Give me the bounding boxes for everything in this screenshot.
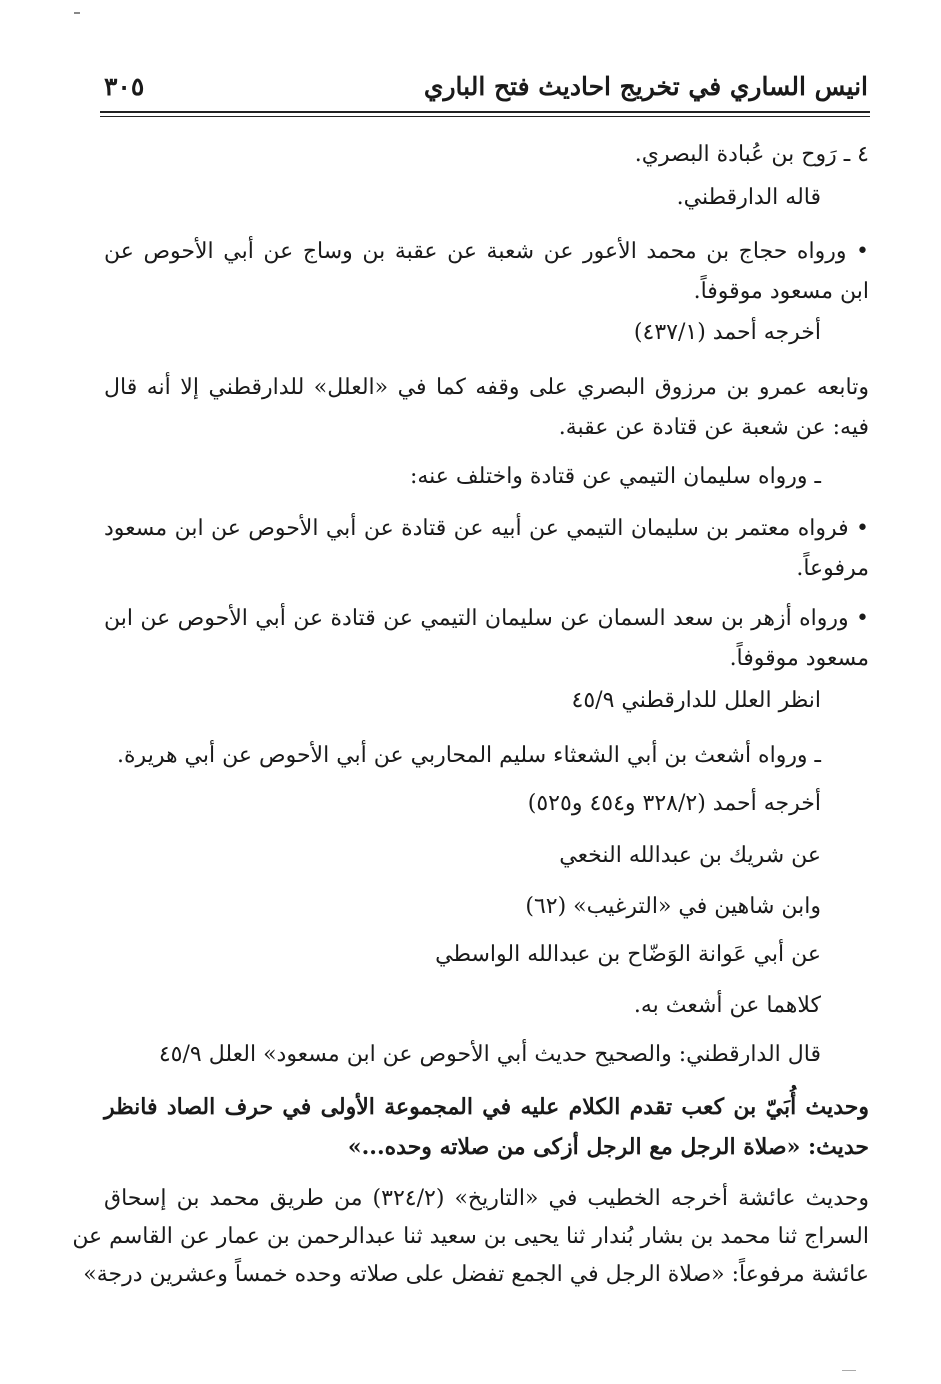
header-rule-thin bbox=[100, 116, 870, 117]
text-line: قال الدارقطني: والصحيح حديث أبي الأحوص عن ابن مسعود» العلل ٤٥/٩ bbox=[158, 1042, 821, 1067]
text-line: قاله الدارقطني. bbox=[676, 185, 821, 210]
page-number: ٣٠٥ bbox=[104, 72, 145, 101]
scan-mark bbox=[842, 1370, 856, 1371]
text-line: ـ ورواه سليمان التيمي عن قتادة واختلف عنه: bbox=[409, 464, 821, 489]
text-line: أخرجه أحمد (٣٢٨/٢ و٤٥٤ و٥٢٥) bbox=[527, 791, 821, 816]
header-rule-thick bbox=[100, 111, 870, 113]
text-line: وابن شاهين في «الترغيب» (٦٢) bbox=[525, 894, 821, 919]
text-line: انظر العلل للدارقطني ٤٥/٩ bbox=[571, 688, 821, 713]
text-line: كلاهما عن أشعث به. bbox=[633, 993, 821, 1018]
text-line-bold: وحديث أُبَيّ بن كعب تقدم الكلام عليه في المجموعة الأولى في حرف الصاد فانظر bbox=[104, 1094, 869, 1120]
text-line: مرفوعاً. bbox=[796, 556, 869, 581]
page-header bbox=[100, 72, 868, 112]
text-line: عائشة مرفوعاً: «صلاة الرجل في الجمع تفضل على صلاته وحده خمساً وعشرين درجة» bbox=[83, 1262, 869, 1287]
text-line: ابن مسعود موقوفاً. bbox=[693, 279, 869, 304]
text-line: فيه: عن شعبة عن قتادة عن عقبة. bbox=[558, 415, 869, 440]
text-line-bold: حديث: «صلاة الرجل مع الرجل أزكى من صلاته وحده...» bbox=[347, 1134, 869, 1160]
text-line: عن شريك بن عبدالله النخعي bbox=[559, 843, 821, 868]
text-line: وحديث عائشة أخرجه الخطيب في «التاريخ» (٣٢٤/٢) من طريق محمد بن إسحاق bbox=[104, 1186, 869, 1211]
text-line: عن أبي عَوانة الوَضّاح بن عبدالله الواسطي bbox=[435, 942, 821, 967]
text-line: أخرجه أحمد (٤٣٧/١) bbox=[633, 320, 821, 345]
text-line: السراج ثنا محمد بن بشار بُندار ثنا يحيى بن سعيد ثنا عبدالرحمن بن عمار عن القاسم عن bbox=[72, 1224, 869, 1249]
text-line: وتابعه عمرو بن مرزوق البصري على وقفه كما في «العلل» للدارقطني إلا أنه قال bbox=[104, 375, 869, 400]
text-line: • ورواه أزهر بن سعد السمان عن سليمان التيمي عن قتادة عن أبي الأحوص عن ابن bbox=[104, 606, 869, 631]
text-line: مسعود موقوفاً. bbox=[729, 646, 869, 671]
text-line: ٤ ـ رَوح بن عُبادة البصري. bbox=[634, 142, 869, 167]
running-title: انيس الساري في تخريج احاديث فتح الباري bbox=[423, 72, 868, 101]
text-line: • فرواه معتمر بن سليمان التيمي عن أبيه عن قتادة عن أبي الأحوص عن ابن مسعود bbox=[104, 516, 869, 541]
text-line: • ورواه حجاج بن محمد الأعور عن شعبة عن عقبة بن وساج عن أبي الأحوص عن bbox=[104, 239, 869, 264]
text-line: ـ ورواه أشعث بن أبي الشعثاء سليم المحاربي عن أبي الأحوص عن أبي هريرة. bbox=[117, 743, 821, 768]
scan-mark bbox=[74, 12, 80, 14]
